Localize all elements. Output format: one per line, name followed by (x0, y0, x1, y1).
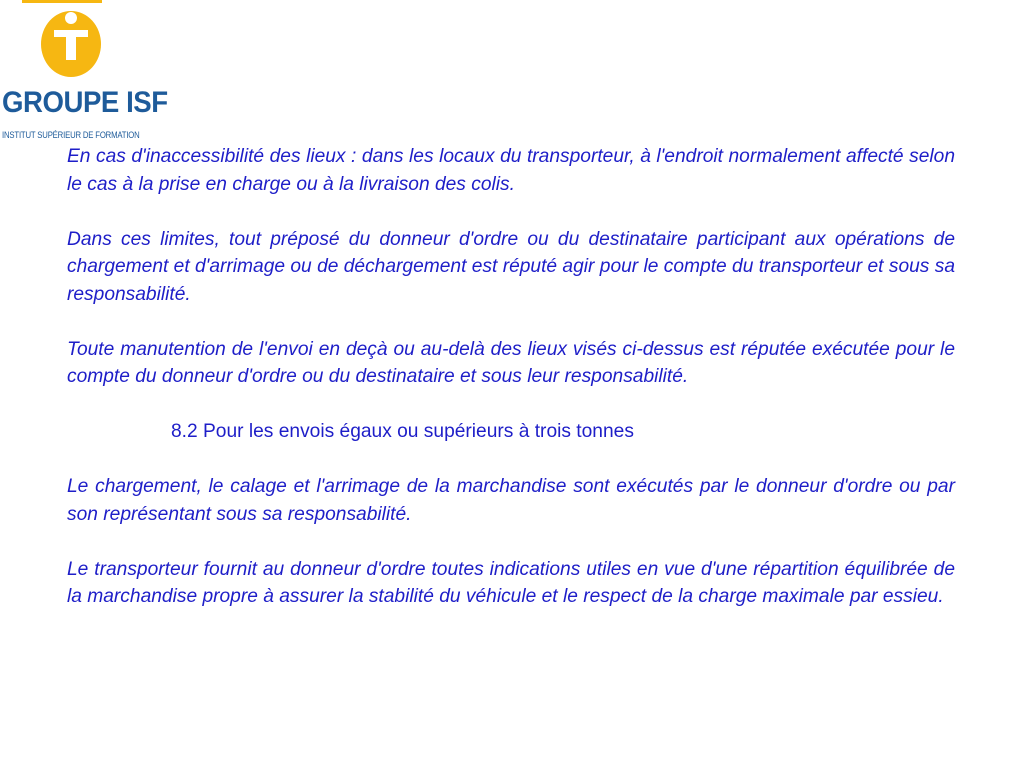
isf-person-logo-icon (38, 4, 104, 78)
logo-brand-text: GROUPE ISF (2, 86, 168, 119)
paragraph: Toute manutention de l'envoi en deçà ou au-delà des lieux visés ci-dessus est réputée exécutée pour le compte du donneur d'ordre ou du destinataire et sous leur responsabilité. (67, 338, 955, 387)
paragraph: Le chargement, le calage et l'arrimage de la marchandise sont exécutés par le donneur d'ordre ou par son représentant sous sa responsabilité. (67, 476, 955, 525)
logo-top-bar (22, 0, 102, 3)
paragraph: Dans ces limites, tout préposé du donneur d'ordre ou du destinataire participant aux opérations de chargement et d'arrimage ou de déchargement est réputé agir pour le compte du transporteur et sous sa responsabilité. (67, 228, 955, 305)
section-heading: 8.2 Pour les envois égaux ou supérieurs à trois tonnes (171, 421, 634, 442)
document-body (67, 143, 955, 638)
paragraph: Le transporteur fournit au donneur d'ordre toutes indications utiles en vue d'une répartition équilibrée de la marchandise propre à assurer la stabilité du véhicule et le respect de la charge maximale par essieu. (67, 558, 955, 607)
paragraph: En cas d'inaccessibilité des lieux : dans les locaux du transporteur, à l'endroit normalement affecté selon le cas à la prise en charge ou à la livraison des colis. (67, 146, 955, 195)
groupe-isf-logo (0, 0, 168, 145)
logo-subtitle: INSTITUT SUPÉRIEUR DE FORMATION (2, 130, 140, 140)
